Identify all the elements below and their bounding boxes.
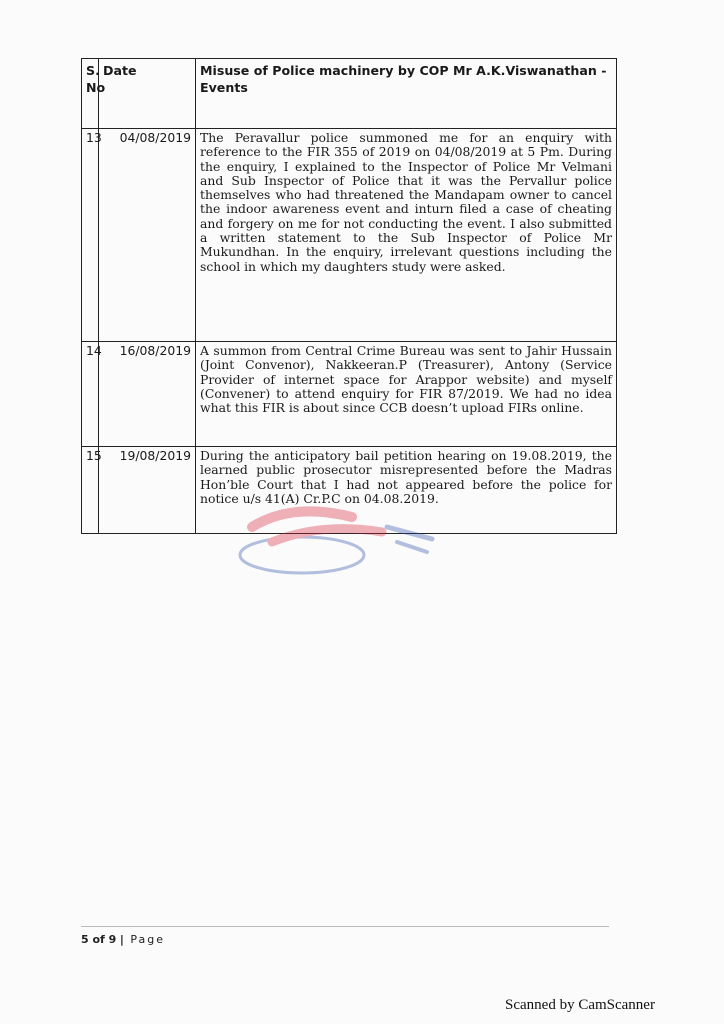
page-footer <box>81 933 165 946</box>
table-row <box>82 342 617 447</box>
header-sno: S. No <box>82 59 99 129</box>
row-date: 04/08/2019 <box>99 129 196 342</box>
events-table <box>81 58 617 534</box>
row-event-text: During the anticipatory bail petition hearing on 19.08.2019, the learned public prosecutor misrepresented before the Madras Hon’ble Court that I had not appeared before the police for notice u/s 41(A) Cr.P.C on 04.08.2019. <box>196 447 617 534</box>
row-event-text: A summon from Central Crime Bureau was sent to Jahir Hussain (Joint Convenor), Nakkeeran.P (Treasurer), Antony (Service Provider of internet space for Arappor website) and myself (Convener) to attend enquiry for FIR 87/2019. We had no idea what this FIR is about since CCB doesn’t upload FIRs online. <box>196 342 617 447</box>
scanner-label: Scanned by CamScanner <box>505 997 655 1013</box>
row-event-text: The Peravallur police summoned me for an enquiry with reference to the FIR 355 of 2019 on 04/08/2019 at 5 Pm. During the enquiry, I explained to the Inspector of Police Mr Velmani and Sub Inspector of Police that it was the Pervallur police themselves who had threatened the Mandapam owner to cancel the indoor awareness event and inturn filed a case of cheating and forgery on me for not conducting the event. I also submitted a written statement to the Sub Inspector of Police Mr Mukundhan. In the enquiry, irrelevant questions including the school in which my daughters study were asked. <box>196 129 617 342</box>
table-header-row <box>82 59 617 129</box>
header-events: Misuse of Police machinery by COP Mr A.K.Viswanathan - Events <box>196 59 617 129</box>
row-date: 16/08/2019 <box>99 342 196 447</box>
footer-divider <box>81 926 609 927</box>
page-number: 5 of 9 <box>81 933 117 946</box>
page-label: Page <box>130 933 165 946</box>
row-date: 19/08/2019 <box>99 447 196 534</box>
watermark-logo <box>232 497 442 587</box>
footer-separator: | <box>119 933 124 946</box>
row-sno: 14 <box>82 342 99 447</box>
header-date: Date <box>99 59 196 129</box>
row-sno: 13 <box>82 129 99 342</box>
table-row <box>82 129 617 342</box>
row-sno: 15 <box>82 447 99 534</box>
